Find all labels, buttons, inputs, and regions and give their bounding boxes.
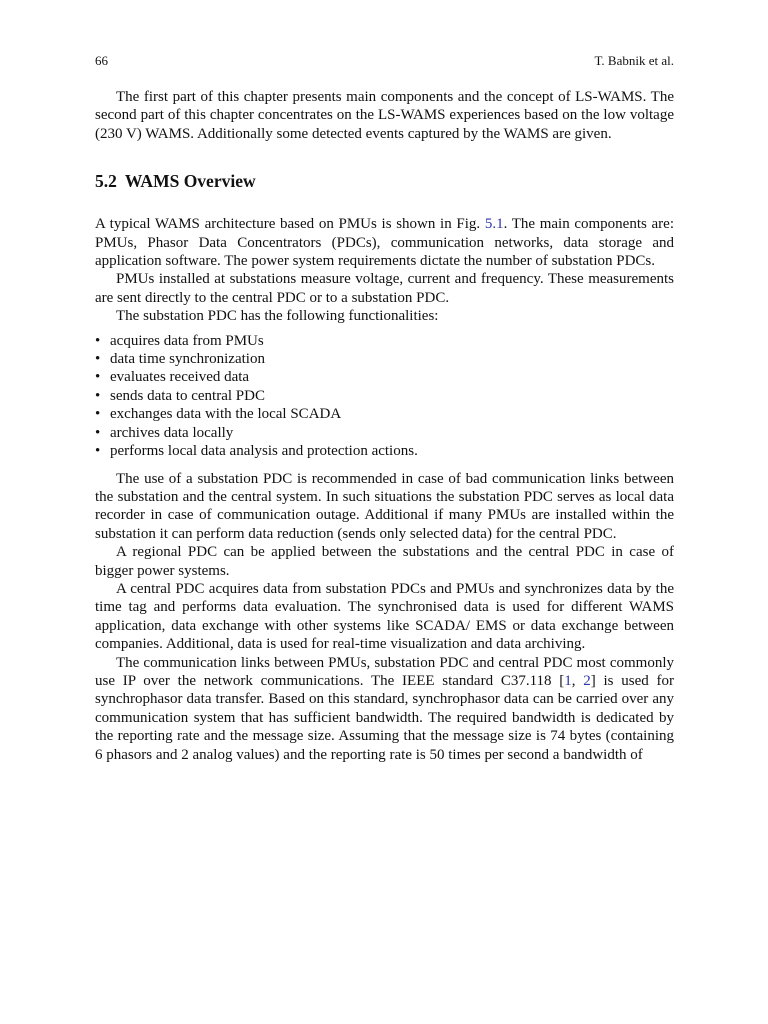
- list-item-text: evaluates received data: [110, 369, 250, 386]
- bullet-icon: •: [95, 406, 101, 423]
- paragraph-architecture: [95, 215, 674, 270]
- list-item-text: sends data to central PDC: [110, 387, 265, 404]
- section-number: 5.2: [95, 171, 117, 192]
- list-item: [95, 405, 674, 423]
- list-item: [95, 387, 674, 405]
- bullet-icon: •: [95, 443, 101, 460]
- list-item-text: exchanges data with the local SCADA: [110, 406, 342, 423]
- citation-link[interactable]: 1: [564, 672, 572, 689]
- paragraph-communication-links: [95, 654, 674, 764]
- running-head-author: T. Babnik et al.: [594, 53, 674, 68]
- paragraph-pmu-measurements: PMUs installed at substations measure voltage, current and frequency. These measurements are sent directly to the central PDC or to a substation PDC.: [95, 271, 674, 306]
- section-title: WAMS Overview: [124, 171, 256, 192]
- list-item: [95, 332, 674, 350]
- paragraph-functionalities-intro: The substation PDC has the following functionalities:: [116, 308, 439, 325]
- paragraph-text: ] is used for synchrophasor data transfer. Based on this standard, synchrophasor data can be carried over any communication system that has sufficient bandwidth. The required bandwidth is dedicated by the reporting rate and the message size. Assuming that the message size is 74 bytes (containing 6 phasors and 2 analog values) and the reporting rate is 50 times per second a bandwidth of: [95, 672, 674, 763]
- list-item-text: performs local data analysis and protection actions.: [110, 443, 418, 460]
- paragraph-regional-pdc: A regional PDC can be applied between the substations and the central PDC in case of bigger power systems.: [95, 544, 674, 579]
- section-heading: [95, 170, 674, 192]
- list-item-text: data time synchronization: [110, 351, 265, 368]
- list-item: [95, 442, 674, 460]
- paragraph-text: . The main components are: PMUs, Phasor Data Concentrators (PDCs), communication networks, data storage and application software. The power system requirements dictate the number of substation PDCs.: [95, 216, 674, 270]
- bullet-icon: •: [95, 351, 101, 368]
- bullet-icon: •: [95, 332, 101, 349]
- bullet-icon: •: [95, 387, 101, 404]
- paragraph-text: A typical WAMS architecture based on PMUs is shown in Fig.: [95, 216, 485, 233]
- list-item: [95, 368, 674, 386]
- intro-paragraph: The first part of this chapter presents main components and the concept of LS-WAMS. The second part of this chapter concentrates on the LS-WAMS experiences based on the low voltage (230 V) WAMS. Additionally some detected events captured by the WAMS are given.: [95, 89, 674, 142]
- paragraph-substation-pdc: The use of a substation PDC is recommended in case of bad communication links between the substation and the central system. In such situations the substation PDC serves as local data recorder in case of communication outage. Additional if many PMUs are installed within the substation it can perform data reduction (sends only selected data) for the central PDC.: [95, 470, 674, 542]
- functionality-list: [95, 332, 674, 461]
- bullet-icon: •: [95, 369, 101, 386]
- list-item-text: archives data locally: [110, 424, 234, 441]
- page-number: 66: [95, 53, 108, 68]
- citation-link[interactable]: 2: [583, 672, 591, 689]
- list-item: [95, 350, 674, 368]
- figure-reference-link[interactable]: 5.1: [484, 216, 504, 233]
- paragraph-central-pdc: A central PDC acquires data from substation PDCs and PMUs and synchronizes data by the time tag and performs data evaluation. The synchronised data is used for different WAMS application, data exchange with other systems like SCADA/ EMS or data exchange between companies. Additional, data is used for real-time visualization and data archiving.: [95, 580, 674, 653]
- list-item: [95, 424, 674, 442]
- citation-separator: ,: [571, 672, 584, 689]
- bullet-icon: •: [95, 424, 101, 441]
- list-item-text: acquires data from PMUs: [110, 332, 264, 349]
- body-text: [95, 88, 674, 764]
- paragraph-text: The communication links between PMUs, substation PDC and central PDC most commonly use IP over the network communications. The IEEE standard C37.118 [: [95, 654, 674, 689]
